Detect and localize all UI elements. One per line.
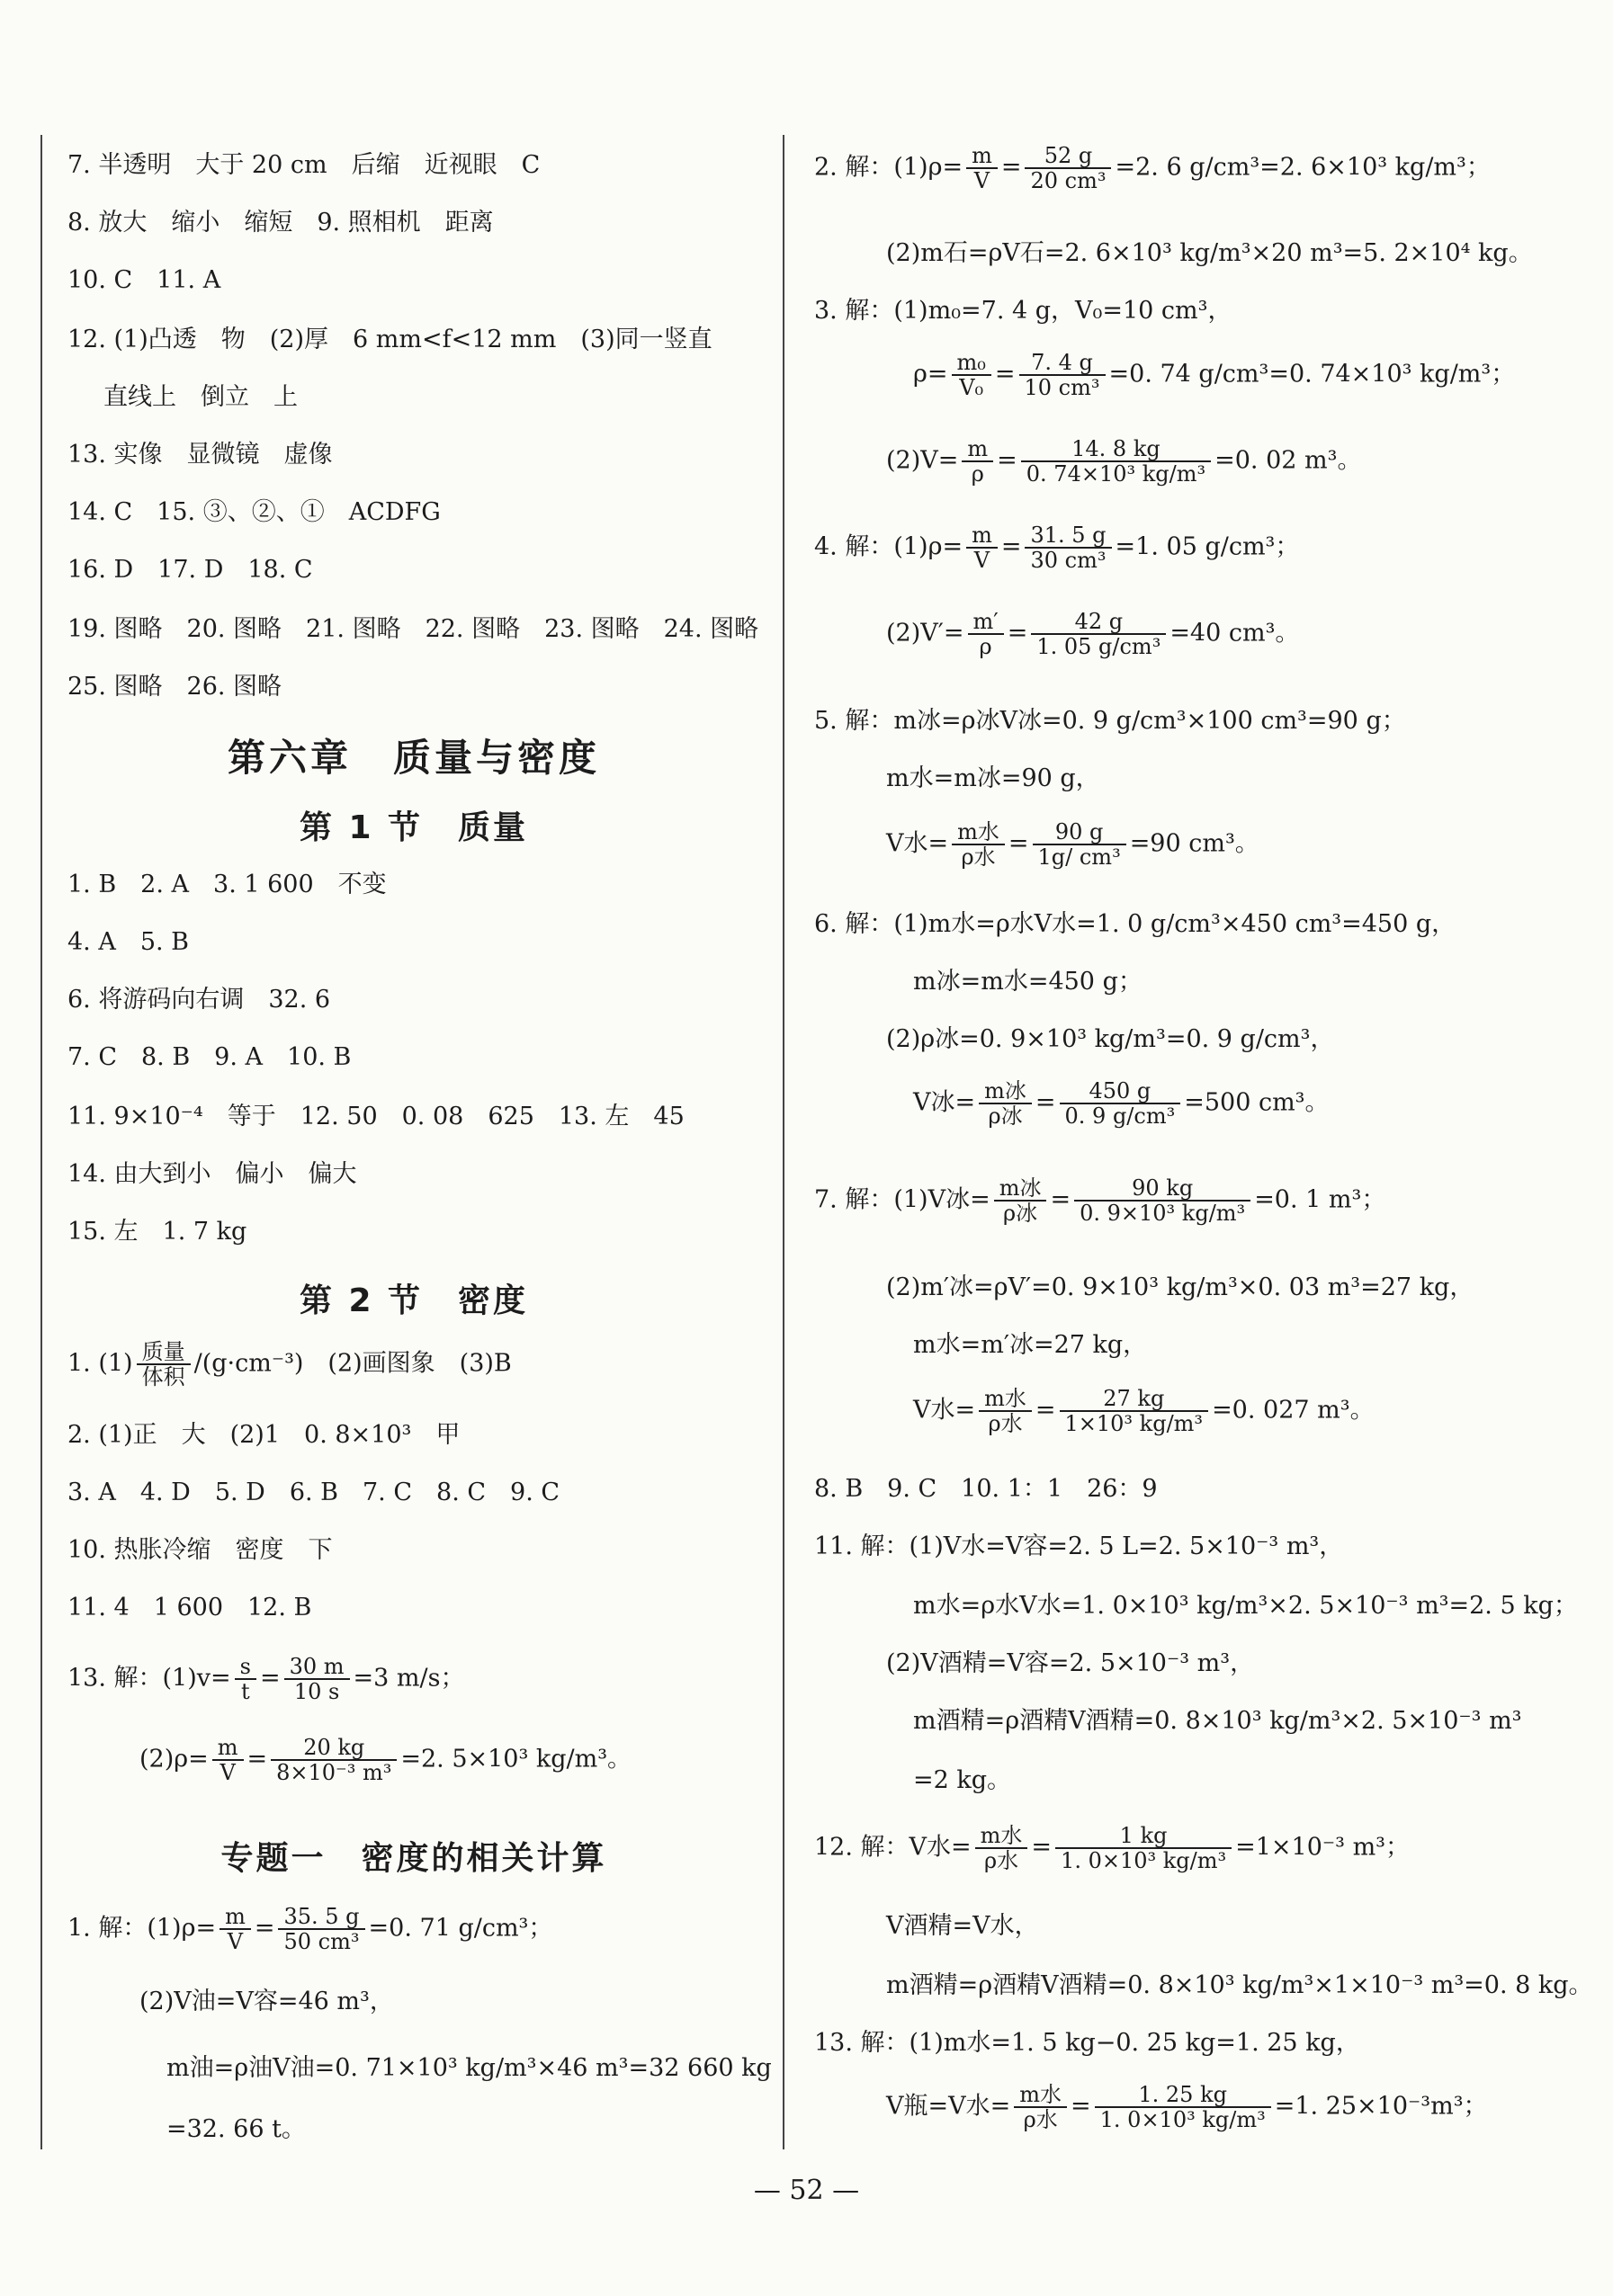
answer-line: m酒精=ρ酒精V酒精=0. 8×10³ kg/m³×1×10⁻³ m³=0. 8 kg。 [886,1971,1593,1999]
answer-line: 3. A 4. D 5. D 6. B 7. C 8. C 9. C [67,1479,560,1506]
answer-line: 14. C 15. ③、②、① ACDFG [67,498,441,526]
answer-line: 15. 左 1. 7 kg [67,1218,247,1246]
answer-line: 12. (1)凸透 物 (2)厚 6 mm<f<12 mm (3)同一竖直 [67,326,712,353]
answer-line: m油=ρ油V油=0. 71×10³ kg/m³×46 m³=32 660 kg [166,2054,772,2082]
answer-line: 4. A 5. B [67,928,190,956]
answer-line: (2)V′= $\frac{m'}{\rho}$ = $\frac{42 g}{\text{1. 05 g/cm³}}$ =40 cm³。 [886,609,1300,659]
answer-line: =2 kg。 [913,1766,1012,1794]
answer-line: 13. 实像 显微镜 虚像 [67,441,333,469]
answer-line: 6. 将游码向右调 32. 6 [67,986,331,1014]
answer-line: (2)m石=ρV石=2. 6×10³ kg/m³×20 m³=5. 2×10⁴ kg。 [886,239,1533,267]
answer-line: V酒精=V水， [886,1912,1039,1940]
answer-line: V水= $\frac{\text{m水}}{\text{ρ水}}$ = $\frac{27 kg}{\text{1×10³ kg/m³}}$ =0. 027 m³。 [913,1386,1375,1436]
answer-line: 1. (1) $\frac{\text{质量}}{\text{体积}}$ /(g·cm⁻³) (2)画图象 (3)B [67,1339,512,1389]
answer-line: m冰=m水=450 g； [913,968,1143,996]
answer-line: 10. 热胀冷缩 密度 下 [67,1536,333,1564]
answer-line: =32. 66 t。 [166,2115,306,2143]
answer-line: 1. 解：(1)ρ= $\frac{m}{V}$ = $\frac{35. 5 g}{\text{50 cm³}}$ =0. 71 g/cm³； [67,1904,553,1954]
answer-line: 11. 9×10⁻⁴ 等于 12. 50 0. 08 625 13. 左 45 [67,1103,685,1130]
answer-line: 10. C 11. A [67,266,221,294]
answer-line: 2. 解：(1)ρ= $\frac{m}{V}$ = $\frac{52 g}{\text{20 cm³}}$ =2. 6 g/cm³=2. 6×10³ kg/m³； [814,143,1491,193]
answer-line: m水=m冰=90 g， [886,764,1100,792]
answer-line: (2)V= $\frac{m}{\rho}$ = $\frac{14. 8 kg}{\text{0. 74×10³ kg/m³}}$ =0. 02 m³。 [886,436,1362,487]
answer-line: 12. 解：V水= $\frac{\text{m水}}{\text{ρ水}}$ = $\frac{1 kg}{\text{1. 0×10³ kg/m³}}$ =1×10⁻³ m³； [814,1823,1410,1873]
answer-line: m水=m′冰=27 kg， [913,1331,1148,1359]
answer-line: 1. B 2. A 3. 1 600 不变 [67,871,387,898]
answer-line: 7. 解：(1)V冰= $\frac{\text{m冰}}{\text{ρ冰}}$ = $\frac{90 kg}{\text{0. 9×10³ kg/m³}}$ =0. 1 m³； [814,1175,1386,1226]
answer-line: 3. 解：(1)m₀=7. 4 g，V₀=10 cm³， [814,297,1232,325]
answer-line: ρ= $\frac{\text{m₀}}{\text{V₀}}$ = $\frac{7. 4 g}{\text{10 cm³}}$ =0. 74 g/cm³=0. 74×10³ kg/m³； [913,350,1516,400]
answer-line: 11. 解：(1)V水=V容=2. 5 L=2. 5×10⁻³ m³， [814,1532,1344,1560]
answer-line: 7. C 8. B 9. A 10. B [67,1043,352,1071]
answer-line: 16. D 17. D 18. C [67,556,313,584]
answer-line: (2)ρ冰=0. 9×10³ kg/m³=0. 9 g/cm³， [886,1025,1335,1053]
section-title: 第 2 节 密度 [299,1282,529,1319]
answer-line: 4. 解：(1)ρ= $\frac{m}{V}$ = $\frac{31. 5 g}{\text{30 cm³}}$ =1. 05 g/cm³； [814,523,1300,573]
chapter-title: 第六章 质量与密度 [227,736,600,780]
answer-line: V冰= $\frac{\text{m冰}}{\text{ρ冰}}$ = $\frac{450 g}{\text{0. 9 g/cm³}}$ =500 cm³。 [913,1078,1330,1129]
section-title: 第 1 节 质量 [299,809,529,846]
page-number: — 52 — [753,2175,860,2206]
answer-line: 8. 放大 缩小 缩短 9. 照相机 距离 [67,209,494,237]
answer-line: 13. 解：(1)v= $\frac{s}{t}$ = $\frac{30 m}{10 s}$ =3 m/s； [67,1654,465,1704]
answer-line: 直线上 倒立 上 [103,383,298,411]
answer-line: m酒精=ρ酒精V酒精=0. 8×10³ kg/m³×2. 5×10⁻³ m³ [913,1707,1522,1735]
answer-line: 7. 半透明 大于 20 cm 后缩 近视眼 C [67,151,541,179]
answer-line: 19. 图略 20. 图略 21. 图略 22. 图略 23. 图略 24. 图略 [67,615,759,643]
answer-line: 25. 图略 26. 图略 [67,673,282,701]
answer-line: 5. 解：m冰=ρ冰V冰=0. 9 g/cm³×100 cm³=90 g； [814,707,1406,735]
answer-line: 8. B 9. C 10. 1：1 26：9 [814,1475,1158,1503]
answer-line: V水= $\frac{\text{m水}}{\text{ρ水}}$ = $\frac{90 g}{\text{1g/ cm³}}$ =90 cm³。 [886,819,1259,870]
topic-title: 专题一 密度的相关计算 [220,1840,607,1877]
left-margin-rule [40,135,42,2149]
answer-line: 13. 解：(1)m水=1. 5 kg−0. 25 kg=1. 25 kg， [814,2029,1360,2057]
answer-line: V瓶=V水= $\frac{\text{m水}}{\text{ρ水}}$ = $\frac{1. 25 kg}{\text{1. 0×10³ kg/m³}}$ =1. 25×10⁻³m³； [886,2082,1488,2132]
answer-line: 11. 4 1 600 12. B [67,1594,312,1621]
answer-line: (2)V酒精=V容=2. 5×10⁻³ m³， [886,1649,1255,1677]
fraction: $\frac{\text{质量}}{\text{体积}}$ [137,1340,191,1389]
answer-line: (2)ρ= $\frac{m}{V}$ = $\frac{20 kg}{\text{8×10⁻³ m³}}$ =2. 5×10³ kg/m³。 [139,1735,632,1785]
answer-line: 2. (1)正 大 (2)1 0. 8×10³ 甲 [67,1421,461,1449]
answer-line: m水=ρ水V水=1. 0×10³ kg/m³×2. 5×10⁻³ m³=2. 5 kg； [913,1592,1578,1620]
answer-line: (2)V油=V容=46 m³， [139,1988,394,2015]
answer-line: 14. 由大到小 偏小 偏大 [67,1160,357,1188]
answer-line: (2)m′冰=ρV′=0. 9×10³ kg/m³×0. 03 m³=27 kg， [886,1273,1474,1301]
column-divider [783,135,784,2149]
answer-line: 6. 解：(1)m水=ρ水V水=1. 0 g/cm³×450 cm³=450 g， [814,910,1456,938]
